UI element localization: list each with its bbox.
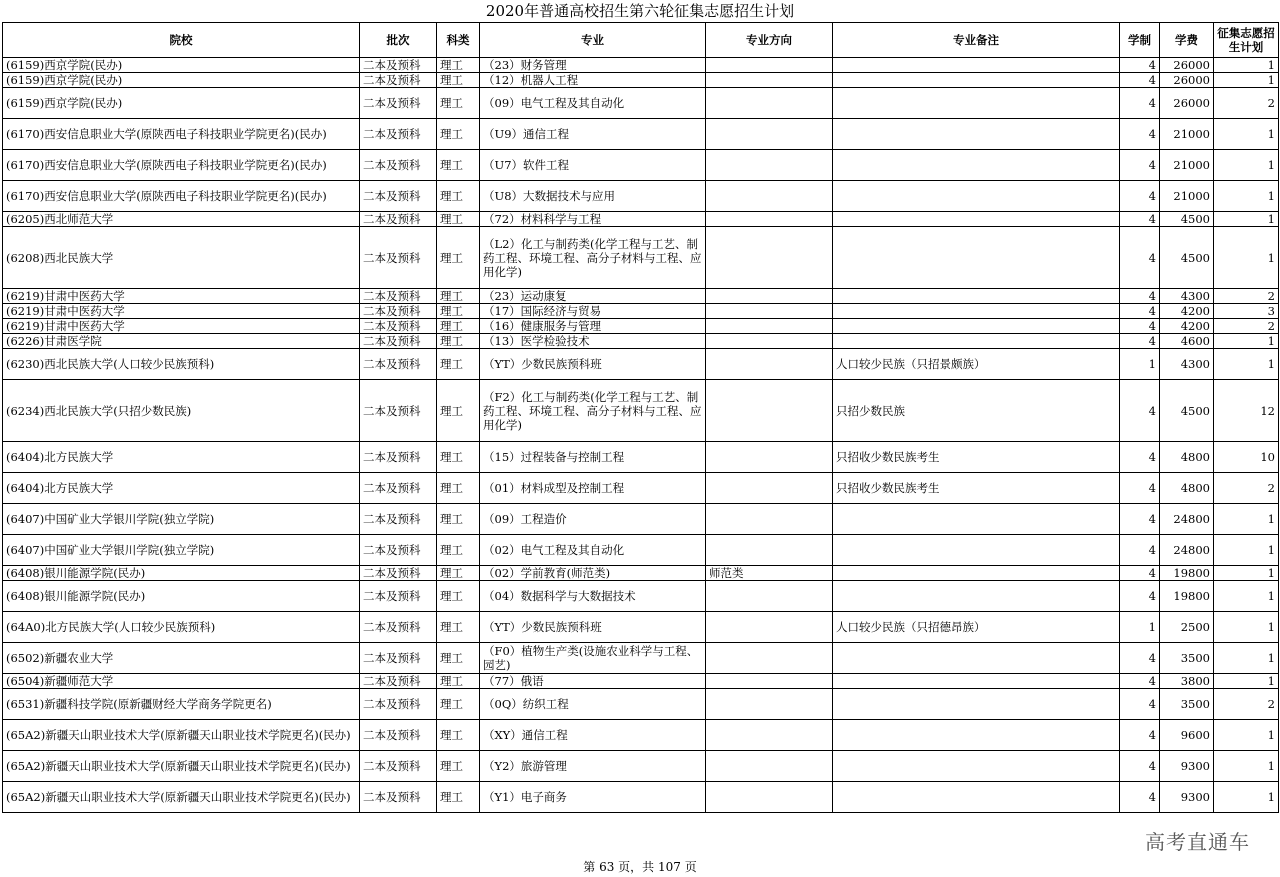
cell-fee: 3800 bbox=[1160, 674, 1214, 689]
cell-plan: 1 bbox=[1214, 227, 1279, 289]
cell-category: 理工 bbox=[437, 566, 480, 581]
cell-years: 4 bbox=[1120, 380, 1160, 442]
cell-direction bbox=[706, 674, 833, 689]
cell-fee: 21000 bbox=[1160, 181, 1214, 212]
cell-category: 理工 bbox=[437, 442, 480, 473]
cell-school: (65A2)新疆天山职业技术大学(原新疆天山职业技术学院更名)(民办) bbox=[3, 720, 360, 751]
cell-batch: 二本及预科 bbox=[360, 58, 437, 73]
cell-years: 4 bbox=[1120, 643, 1160, 674]
cell-direction bbox=[706, 751, 833, 782]
cell-batch: 二本及预科 bbox=[360, 334, 437, 349]
watermark-text: 高考直通车 bbox=[1145, 830, 1250, 854]
cell-school: (6219)甘肃中医药大学 bbox=[3, 304, 360, 319]
cell-years: 4 bbox=[1120, 334, 1160, 349]
cell-category: 理工 bbox=[437, 612, 480, 643]
cell-category: 理工 bbox=[437, 334, 480, 349]
cell-note bbox=[833, 643, 1120, 674]
cell-category: 理工 bbox=[437, 319, 480, 334]
table-row bbox=[3, 119, 1279, 150]
cell-major: （15）过程装备与控制工程 bbox=[480, 442, 706, 473]
cell-fee: 26000 bbox=[1160, 73, 1214, 88]
cell-category: 理工 bbox=[437, 58, 480, 73]
cell-direction bbox=[706, 442, 833, 473]
cell-category: 理工 bbox=[437, 150, 480, 181]
cell-years: 4 bbox=[1120, 535, 1160, 566]
cell-school: (6408)银川能源学院(民办) bbox=[3, 566, 360, 581]
cell-years: 4 bbox=[1120, 689, 1160, 720]
cell-school: (6408)银川能源学院(民办) bbox=[3, 581, 360, 612]
cell-batch: 二本及预科 bbox=[360, 566, 437, 581]
cell-note bbox=[833, 689, 1120, 720]
cell-batch: 二本及预科 bbox=[360, 212, 437, 227]
cell-fee: 4500 bbox=[1160, 380, 1214, 442]
cell-category: 理工 bbox=[437, 289, 480, 304]
cell-batch: 二本及预科 bbox=[360, 380, 437, 442]
table-row bbox=[3, 334, 1279, 349]
cell-school: (6219)甘肃中医药大学 bbox=[3, 319, 360, 334]
cell-direction bbox=[706, 212, 833, 227]
cell-fee: 9600 bbox=[1160, 720, 1214, 751]
header-category: 科类 bbox=[437, 23, 480, 58]
cell-major: （Y1）电子商务 bbox=[480, 782, 706, 813]
cell-major: （04）数据科学与大数据技术 bbox=[480, 581, 706, 612]
cell-fee: 4800 bbox=[1160, 442, 1214, 473]
cell-batch: 二本及预科 bbox=[360, 88, 437, 119]
cell-note bbox=[833, 720, 1120, 751]
cell-major: （77）俄语 bbox=[480, 674, 706, 689]
table-row bbox=[3, 304, 1279, 319]
cell-batch: 二本及预科 bbox=[360, 227, 437, 289]
cell-years: 4 bbox=[1120, 289, 1160, 304]
cell-fee: 9300 bbox=[1160, 751, 1214, 782]
cell-school: (6170)西安信息职业大学(原陕西电子科技职业学院更名)(民办) bbox=[3, 181, 360, 212]
cell-years: 4 bbox=[1120, 181, 1160, 212]
cell-batch: 二本及预科 bbox=[360, 349, 437, 380]
cell-years: 4 bbox=[1120, 150, 1160, 181]
cell-direction bbox=[706, 119, 833, 150]
cell-note bbox=[833, 566, 1120, 581]
cell-batch: 二本及预科 bbox=[360, 612, 437, 643]
cell-major: （12）机器人工程 bbox=[480, 73, 706, 88]
table-row bbox=[3, 227, 1279, 289]
cell-note bbox=[833, 227, 1120, 289]
cell-fee: 4800 bbox=[1160, 473, 1214, 504]
cell-direction bbox=[706, 227, 833, 289]
cell-fee: 2500 bbox=[1160, 612, 1214, 643]
cell-direction bbox=[706, 304, 833, 319]
cell-fee: 26000 bbox=[1160, 58, 1214, 73]
table-row bbox=[3, 612, 1279, 643]
cell-school: (6230)西北民族大学(人口较少民族预科) bbox=[3, 349, 360, 380]
table-row bbox=[3, 689, 1279, 720]
cell-fee: 4200 bbox=[1160, 319, 1214, 334]
cell-note bbox=[833, 334, 1120, 349]
cell-direction bbox=[706, 181, 833, 212]
cell-category: 理工 bbox=[437, 212, 480, 227]
cell-years: 4 bbox=[1120, 581, 1160, 612]
cell-batch: 二本及预科 bbox=[360, 473, 437, 504]
cell-school: (6234)西北民族大学(只招少数民族) bbox=[3, 380, 360, 442]
cell-plan: 1 bbox=[1214, 643, 1279, 674]
cell-note bbox=[833, 212, 1120, 227]
cell-direction bbox=[706, 380, 833, 442]
table-row bbox=[3, 289, 1279, 304]
cell-note: 只招收少数民族考生 bbox=[833, 473, 1120, 504]
cell-note: 人口较少民族（只招德昂族） bbox=[833, 612, 1120, 643]
cell-school: (6205)西北师范大学 bbox=[3, 212, 360, 227]
cell-category: 理工 bbox=[437, 581, 480, 612]
cell-plan: 2 bbox=[1214, 319, 1279, 334]
cell-category: 理工 bbox=[437, 380, 480, 442]
cell-school: (6159)西京学院(民办) bbox=[3, 58, 360, 73]
cell-years: 4 bbox=[1120, 751, 1160, 782]
cell-category: 理工 bbox=[437, 751, 480, 782]
cell-plan: 1 bbox=[1214, 181, 1279, 212]
cell-direction bbox=[706, 58, 833, 73]
cell-category: 理工 bbox=[437, 720, 480, 751]
cell-plan: 1 bbox=[1214, 504, 1279, 535]
cell-batch: 二本及预科 bbox=[360, 150, 437, 181]
table-row bbox=[3, 73, 1279, 88]
cell-major: （U7）软件工程 bbox=[480, 150, 706, 181]
cell-school: (6531)新疆科技学院(原新疆财经大学商务学院更名) bbox=[3, 689, 360, 720]
cell-fee: 4200 bbox=[1160, 304, 1214, 319]
cell-major: （Y2）旅游管理 bbox=[480, 751, 706, 782]
cell-major: （U8）大数据技术与应用 bbox=[480, 181, 706, 212]
header-fee: 学费 bbox=[1160, 23, 1214, 58]
table-row bbox=[3, 88, 1279, 119]
cell-years: 4 bbox=[1120, 782, 1160, 813]
cell-note bbox=[833, 58, 1120, 73]
cell-note bbox=[833, 73, 1120, 88]
cell-school: (6502)新疆农业大学 bbox=[3, 643, 360, 674]
cell-batch: 二本及预科 bbox=[360, 504, 437, 535]
table-row bbox=[3, 566, 1279, 581]
table-row bbox=[3, 212, 1279, 227]
cell-direction bbox=[706, 535, 833, 566]
cell-major: （23）运动康复 bbox=[480, 289, 706, 304]
table-row bbox=[3, 349, 1279, 380]
admission-plan-table bbox=[2, 22, 1279, 813]
cell-plan: 2 bbox=[1214, 88, 1279, 119]
cell-years: 1 bbox=[1120, 349, 1160, 380]
cell-fee: 4300 bbox=[1160, 289, 1214, 304]
cell-major: （17）国际经济与贸易 bbox=[480, 304, 706, 319]
cell-direction bbox=[706, 349, 833, 380]
cell-school: (6159)西京学院(民办) bbox=[3, 73, 360, 88]
cell-plan: 3 bbox=[1214, 304, 1279, 319]
table-row bbox=[3, 535, 1279, 566]
cell-major: （U9）通信工程 bbox=[480, 119, 706, 150]
cell-plan: 1 bbox=[1214, 349, 1279, 380]
header-years: 学制 bbox=[1120, 23, 1160, 58]
cell-batch: 二本及预科 bbox=[360, 689, 437, 720]
table-row bbox=[3, 782, 1279, 813]
cell-school: (6170)西安信息职业大学(原陕西电子科技职业学院更名)(民办) bbox=[3, 119, 360, 150]
cell-category: 理工 bbox=[437, 643, 480, 674]
cell-plan: 1 bbox=[1214, 334, 1279, 349]
cell-school: (6407)中国矿业大学银川学院(独立学院) bbox=[3, 535, 360, 566]
cell-major: （02）电气工程及其自动化 bbox=[480, 535, 706, 566]
cell-plan: 1 bbox=[1214, 119, 1279, 150]
cell-years: 4 bbox=[1120, 566, 1160, 581]
cell-direction bbox=[706, 473, 833, 504]
cell-category: 理工 bbox=[437, 473, 480, 504]
cell-plan: 1 bbox=[1214, 58, 1279, 73]
cell-fee: 9300 bbox=[1160, 782, 1214, 813]
header-plan: 征集志愿招生计划 bbox=[1214, 23, 1279, 58]
table-row bbox=[3, 181, 1279, 212]
cell-direction bbox=[706, 73, 833, 88]
cell-school: (6170)西安信息职业大学(原陕西电子科技职业学院更名)(民办) bbox=[3, 150, 360, 181]
table-row bbox=[3, 319, 1279, 334]
cell-fee: 4600 bbox=[1160, 334, 1214, 349]
table-row bbox=[3, 643, 1279, 674]
page-title: 2020年普通高校招生第六轮征集志愿招生计划 bbox=[485, 2, 795, 20]
cell-years: 4 bbox=[1120, 304, 1160, 319]
table-body bbox=[3, 58, 1279, 813]
header-note: 专业备注 bbox=[833, 23, 1120, 58]
cell-plan: 1 bbox=[1214, 720, 1279, 751]
cell-years: 1 bbox=[1120, 612, 1160, 643]
cell-fee: 21000 bbox=[1160, 150, 1214, 181]
cell-batch: 二本及预科 bbox=[360, 751, 437, 782]
cell-note bbox=[833, 504, 1120, 535]
cell-plan: 1 bbox=[1214, 612, 1279, 643]
cell-school: (6407)中国矿业大学银川学院(独立学院) bbox=[3, 504, 360, 535]
cell-category: 理工 bbox=[437, 304, 480, 319]
cell-plan: 1 bbox=[1214, 566, 1279, 581]
cell-category: 理工 bbox=[437, 73, 480, 88]
cell-category: 理工 bbox=[437, 674, 480, 689]
header-batch: 批次 bbox=[360, 23, 437, 58]
table-row bbox=[3, 58, 1279, 73]
cell-years: 4 bbox=[1120, 674, 1160, 689]
cell-direction bbox=[706, 150, 833, 181]
cell-fee: 19800 bbox=[1160, 581, 1214, 612]
cell-category: 理工 bbox=[437, 119, 480, 150]
cell-category: 理工 bbox=[437, 181, 480, 212]
cell-major: （16）健康服务与管理 bbox=[480, 319, 706, 334]
cell-category: 理工 bbox=[437, 504, 480, 535]
cell-years: 4 bbox=[1120, 504, 1160, 535]
cell-major: （F2）化工与制药类(化学工程与工艺、制药工程、环境工程、高分子材料与工程、应用化学) bbox=[480, 380, 706, 442]
cell-major: （XY）通信工程 bbox=[480, 720, 706, 751]
cell-school: (6504)新疆师范大学 bbox=[3, 674, 360, 689]
table-row bbox=[3, 473, 1279, 504]
cell-category: 理工 bbox=[437, 689, 480, 720]
cell-plan: 1 bbox=[1214, 751, 1279, 782]
cell-plan: 1 bbox=[1214, 73, 1279, 88]
cell-batch: 二本及预科 bbox=[360, 535, 437, 566]
cell-major: （01）材料成型及控制工程 bbox=[480, 473, 706, 504]
cell-years: 4 bbox=[1120, 58, 1160, 73]
cell-category: 理工 bbox=[437, 535, 480, 566]
cell-major: （YT）少数民族预科班 bbox=[480, 612, 706, 643]
cell-direction bbox=[706, 88, 833, 119]
cell-plan: 10 bbox=[1214, 442, 1279, 473]
cell-note bbox=[833, 674, 1120, 689]
cell-years: 4 bbox=[1120, 227, 1160, 289]
cell-batch: 二本及预科 bbox=[360, 442, 437, 473]
cell-direction bbox=[706, 334, 833, 349]
cell-fee: 19800 bbox=[1160, 566, 1214, 581]
cell-school: (65A2)新疆天山职业技术大学(原新疆天山职业技术学院更名)(民办) bbox=[3, 751, 360, 782]
cell-fee: 4300 bbox=[1160, 349, 1214, 380]
cell-major: （F0）植物生产类(设施农业科学与工程、园艺) bbox=[480, 643, 706, 674]
cell-note bbox=[833, 304, 1120, 319]
cell-fee: 21000 bbox=[1160, 119, 1214, 150]
cell-fee: 26000 bbox=[1160, 88, 1214, 119]
cell-direction bbox=[706, 504, 833, 535]
cell-years: 4 bbox=[1120, 212, 1160, 227]
cell-category: 理工 bbox=[437, 349, 480, 380]
cell-batch: 二本及预科 bbox=[360, 304, 437, 319]
cell-note: 只招收少数民族考生 bbox=[833, 442, 1120, 473]
cell-plan: 1 bbox=[1214, 212, 1279, 227]
cell-note bbox=[833, 150, 1120, 181]
cell-plan: 1 bbox=[1214, 150, 1279, 181]
cell-fee: 24800 bbox=[1160, 535, 1214, 566]
cell-note bbox=[833, 581, 1120, 612]
cell-note bbox=[833, 88, 1120, 119]
cell-batch: 二本及预科 bbox=[360, 674, 437, 689]
cell-school: (6404)北方民族大学 bbox=[3, 473, 360, 504]
cell-direction bbox=[706, 720, 833, 751]
header-school: 院校 bbox=[3, 23, 360, 58]
cell-major: （23）财务管理 bbox=[480, 58, 706, 73]
cell-school: (65A2)新疆天山职业技术大学(原新疆天山职业技术学院更名)(民办) bbox=[3, 782, 360, 813]
table-row bbox=[3, 380, 1279, 442]
cell-major: （L2）化工与制药类(化学工程与工艺、制药工程、环境工程、高分子材料与工程、应用化学) bbox=[480, 227, 706, 289]
cell-note: 只招少数民族 bbox=[833, 380, 1120, 442]
cell-plan: 1 bbox=[1214, 674, 1279, 689]
cell-fee: 3500 bbox=[1160, 689, 1214, 720]
cell-years: 4 bbox=[1120, 473, 1160, 504]
cell-plan: 1 bbox=[1214, 782, 1279, 813]
cell-note bbox=[833, 289, 1120, 304]
table-row bbox=[3, 150, 1279, 181]
table-row bbox=[3, 751, 1279, 782]
cell-school: (6208)西北民族大学 bbox=[3, 227, 360, 289]
cell-note bbox=[833, 535, 1120, 566]
cell-note: 人口较少民族（只招景颇族） bbox=[833, 349, 1120, 380]
cell-category: 理工 bbox=[437, 782, 480, 813]
cell-school: (6226)甘肃医学院 bbox=[3, 334, 360, 349]
cell-years: 4 bbox=[1120, 319, 1160, 334]
cell-years: 4 bbox=[1120, 73, 1160, 88]
cell-school: (6219)甘肃中医药大学 bbox=[3, 289, 360, 304]
cell-major: （0Q）纺织工程 bbox=[480, 689, 706, 720]
cell-major: （13）医学检验技术 bbox=[480, 334, 706, 349]
cell-plan: 12 bbox=[1214, 380, 1279, 442]
cell-major: （72）材料科学与工程 bbox=[480, 212, 706, 227]
cell-years: 4 bbox=[1120, 442, 1160, 473]
cell-fee: 4500 bbox=[1160, 212, 1214, 227]
cell-category: 理工 bbox=[437, 227, 480, 289]
cell-batch: 二本及预科 bbox=[360, 73, 437, 88]
cell-note bbox=[833, 751, 1120, 782]
cell-major: （09）电气工程及其自动化 bbox=[480, 88, 706, 119]
cell-plan: 1 bbox=[1214, 581, 1279, 612]
cell-school: (6159)西京学院(民办) bbox=[3, 88, 360, 119]
cell-years: 4 bbox=[1120, 88, 1160, 119]
cell-school: (6404)北方民族大学 bbox=[3, 442, 360, 473]
cell-plan: 1 bbox=[1214, 535, 1279, 566]
cell-batch: 二本及预科 bbox=[360, 289, 437, 304]
cell-plan: 2 bbox=[1214, 689, 1279, 720]
cell-batch: 二本及预科 bbox=[360, 319, 437, 334]
cell-category: 理工 bbox=[437, 88, 480, 119]
table-row bbox=[3, 581, 1279, 612]
cell-years: 4 bbox=[1120, 119, 1160, 150]
cell-plan: 2 bbox=[1214, 473, 1279, 504]
cell-years: 4 bbox=[1120, 720, 1160, 751]
cell-batch: 二本及预科 bbox=[360, 782, 437, 813]
cell-direction bbox=[706, 581, 833, 612]
header-direction: 专业方向 bbox=[706, 23, 833, 58]
cell-direction bbox=[706, 643, 833, 674]
cell-direction bbox=[706, 782, 833, 813]
cell-batch: 二本及预科 bbox=[360, 181, 437, 212]
cell-batch: 二本及预科 bbox=[360, 643, 437, 674]
cell-direction bbox=[706, 689, 833, 720]
table-row bbox=[3, 720, 1279, 751]
cell-major: （02）学前教育(师范类) bbox=[480, 566, 706, 581]
cell-direction bbox=[706, 289, 833, 304]
cell-note bbox=[833, 319, 1120, 334]
cell-school: (64A0)北方民族大学(人口较少民族预科) bbox=[3, 612, 360, 643]
cell-direction bbox=[706, 319, 833, 334]
table-header-row bbox=[3, 23, 1279, 58]
header-major: 专业 bbox=[480, 23, 706, 58]
cell-note bbox=[833, 782, 1120, 813]
table-row bbox=[3, 674, 1279, 689]
cell-note bbox=[833, 181, 1120, 212]
cell-plan: 2 bbox=[1214, 289, 1279, 304]
cell-major: （YT）少数民族预科班 bbox=[480, 349, 706, 380]
table-row bbox=[3, 504, 1279, 535]
cell-major: （09）工程造价 bbox=[480, 504, 706, 535]
table-row bbox=[3, 442, 1279, 473]
cell-batch: 二本及预科 bbox=[360, 581, 437, 612]
cell-fee: 4500 bbox=[1160, 227, 1214, 289]
cell-batch: 二本及预科 bbox=[360, 119, 437, 150]
cell-direction bbox=[706, 612, 833, 643]
cell-note bbox=[833, 119, 1120, 150]
cell-fee: 24800 bbox=[1160, 504, 1214, 535]
cell-fee: 3500 bbox=[1160, 643, 1214, 674]
cell-batch: 二本及预科 bbox=[360, 720, 437, 751]
cell-direction: 师范类 bbox=[706, 566, 833, 581]
page-footer: 第 63 页，共 107 页 bbox=[583, 860, 697, 874]
